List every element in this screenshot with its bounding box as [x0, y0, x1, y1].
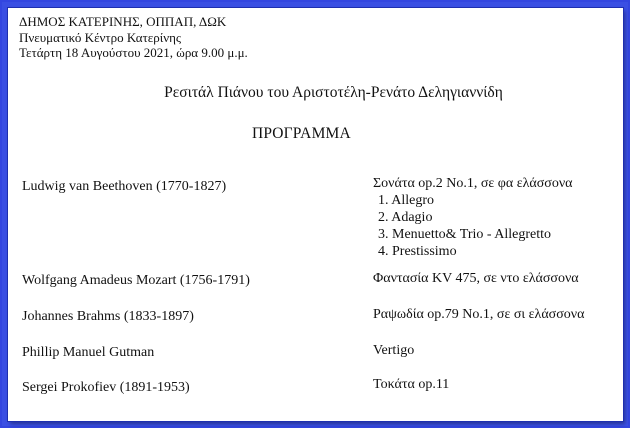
header-line-organizers: ΔΗΜΟΣ ΚΑΤΕΡΙΝΗΣ, ΟΠΠΑΠ, ΔΩΚ — [19, 14, 227, 29]
composer-beethoven: Ludwig van Beethoven (1770-1827) — [22, 179, 227, 194]
work-prokofiev: Τοκάτα op.11 — [373, 377, 450, 392]
movement-item: 4. Prestissimo — [378, 244, 457, 259]
recital-title: Ρεσιτάλ Πιάνου του Αριστοτέλη-Ρενάτο Δεληγιαννίδη — [164, 84, 503, 101]
composer-gutman: Phillip Manuel Gutman — [22, 345, 155, 360]
work-mozart: Φαντασία KV 475, σε ντο ελάσσονα — [373, 271, 579, 286]
document-page — [8, 8, 623, 421]
movement-item: 2. Adagio — [378, 210, 433, 225]
organizer-header — [19, 14, 248, 61]
program-heading: ΠΡΟΓΡΑΜΜΑ — [252, 125, 351, 142]
movement-list — [378, 192, 551, 260]
work-gutman: Vertigo — [373, 343, 415, 358]
header-line-venue: Πνευματικό Κέντρο Κατερίνης — [19, 29, 182, 45]
composer-brahms: Johannes Brahms (1833-1897) — [22, 309, 194, 324]
movement-item: 3. Menuetto& Trio - Allegretto — [378, 227, 552, 242]
work-beethoven: Σονάτα op.2 No.1, σε φα ελάσσονα — [373, 176, 573, 191]
movement-item: 1. Allegro — [378, 193, 434, 208]
header-line-date: Τετάρτη 18 Αυγούστου 2021, ώρα 9.00 μ.μ. — [19, 45, 248, 60]
composer-mozart: Wolfgang Amadeus Mozart (1756-1791) — [22, 273, 250, 288]
composer-prokofiev: Sergei Prokofiev (1891-1953) — [22, 380, 190, 395]
work-brahms: Ραψωδία op.79 No.1, σε σι ελάσσονα — [373, 307, 585, 322]
